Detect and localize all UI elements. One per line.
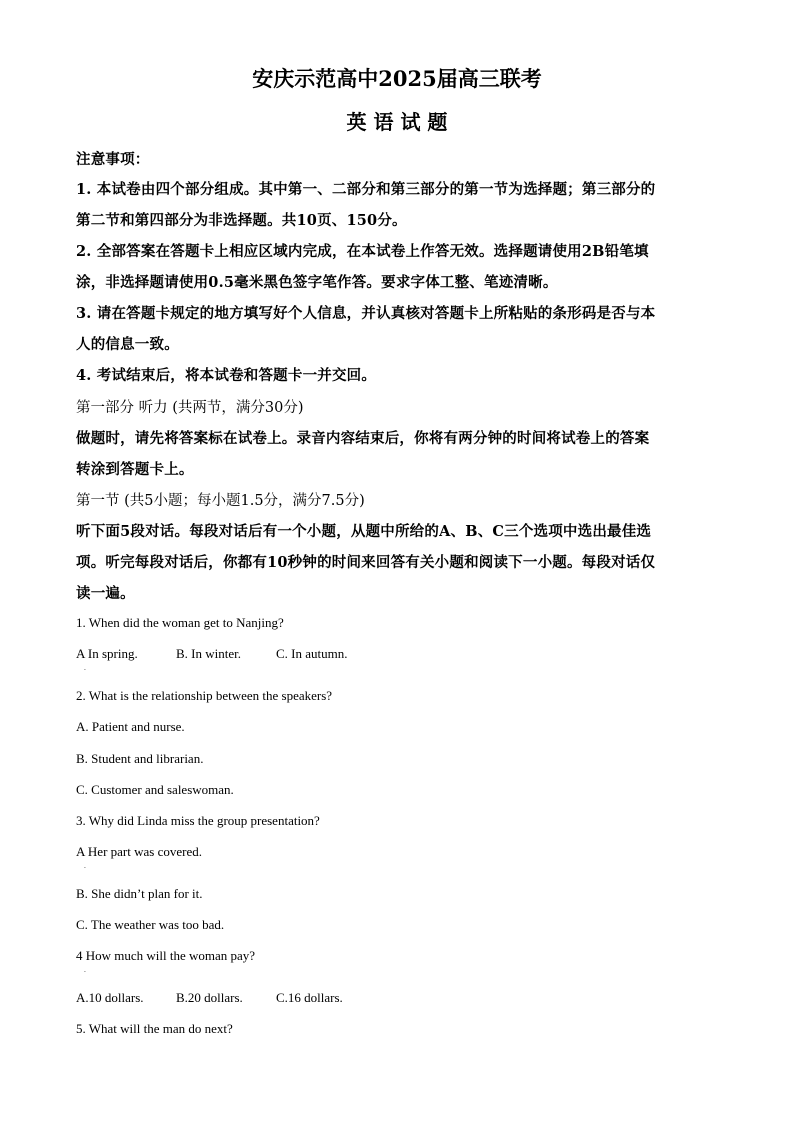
part1-instruction: 转涂到答题卡上。 xyxy=(76,461,194,478)
question-5: 5. What will the man do next? xyxy=(76,1021,233,1036)
stray-dot: · xyxy=(84,865,86,872)
stray-dot: · xyxy=(84,667,86,674)
q4-option-b: B.20 dollars. xyxy=(176,990,243,1005)
q3-option-c: C. The weather was too bad. xyxy=(76,917,225,932)
q2-option-a: A. Patient and nurse. xyxy=(76,719,185,734)
notice-line: 人的信息一致。 xyxy=(76,336,179,353)
notice-line: 3. 请在答题卡规定的地方填写好个人信息，并认真核对答题卡上所粘贴的条形码是否与本 xyxy=(76,305,656,322)
q1-option-b: B. In winter. xyxy=(176,646,241,661)
notice-line: 1. 本试卷由四个部分组成。其中第一、二部分和第三部分的第一节为选择题；第三部分的 xyxy=(76,181,656,198)
notice-line: 2. 全部答案在答题卡上相应区域内完成，在本试卷上作答无效。选择题请使用2B铅笔填 xyxy=(76,243,649,260)
exam-title: 安庆示范高中2025届高三联考 xyxy=(252,66,542,91)
notice-line: 4. 考试结束后，将本试卷和答题卡一并交回。 xyxy=(76,367,377,384)
part1-heading: 第一部分 听力 (共两节，满分30分) xyxy=(76,400,304,416)
q4-option-a: A.10 dollars. xyxy=(76,990,144,1005)
q3-option-a: A Her part was covered. xyxy=(76,844,202,859)
section-heading: 第一节 (共5小题；每小题1.5分，满分7.5分) xyxy=(76,493,365,509)
q1-option-c: C. In autumn. xyxy=(276,646,348,661)
notice-line: 涂，非选择题请使用0.5毫米黑色签字笔作答。要求字体工整、笔迹清晰。 xyxy=(76,274,558,291)
question-1: 1. When did the woman get to Nanjing? xyxy=(76,615,284,630)
section-instruction: 听下面5段对话。每段对话后有一个小题，从题中所给的A、B、C三个选项中选出最佳选 xyxy=(76,523,652,540)
question-4: 4 How much will the woman pay? xyxy=(76,948,256,963)
stray-dot: · xyxy=(84,969,86,976)
notice-line: 第二节和第四部分为非选择题。共10页、150分。 xyxy=(76,212,407,229)
part1-instruction: 做题时，请先将答案标在试卷上。录音内容结束后，你将有两分钟的时间将试卷上的答案 xyxy=(76,430,650,447)
q4-option-c: C.16 dollars. xyxy=(276,990,343,1005)
subject-title: 英 语 试 题 xyxy=(346,110,448,134)
section-instruction: 项。听完每段对话后，你都有10秒钟的时间来回答有关小题和阅读下一小题。每段对话仅 xyxy=(76,554,656,571)
q1-option-a: A In spring. xyxy=(76,646,138,661)
question-3: 3. Why did Linda miss the group presentation? xyxy=(76,813,320,828)
question-2: 2. What is the relationship between the speakers? xyxy=(76,688,333,703)
notice-heading: 注意事项： xyxy=(76,151,150,168)
q2-option-c: C. Customer and saleswoman. xyxy=(76,782,234,797)
section-instruction: 读一遍。 xyxy=(76,585,135,602)
q2-option-b: B. Student and librarian. xyxy=(76,751,204,766)
q3-option-b: B. She didn’t plan for it. xyxy=(76,886,203,901)
